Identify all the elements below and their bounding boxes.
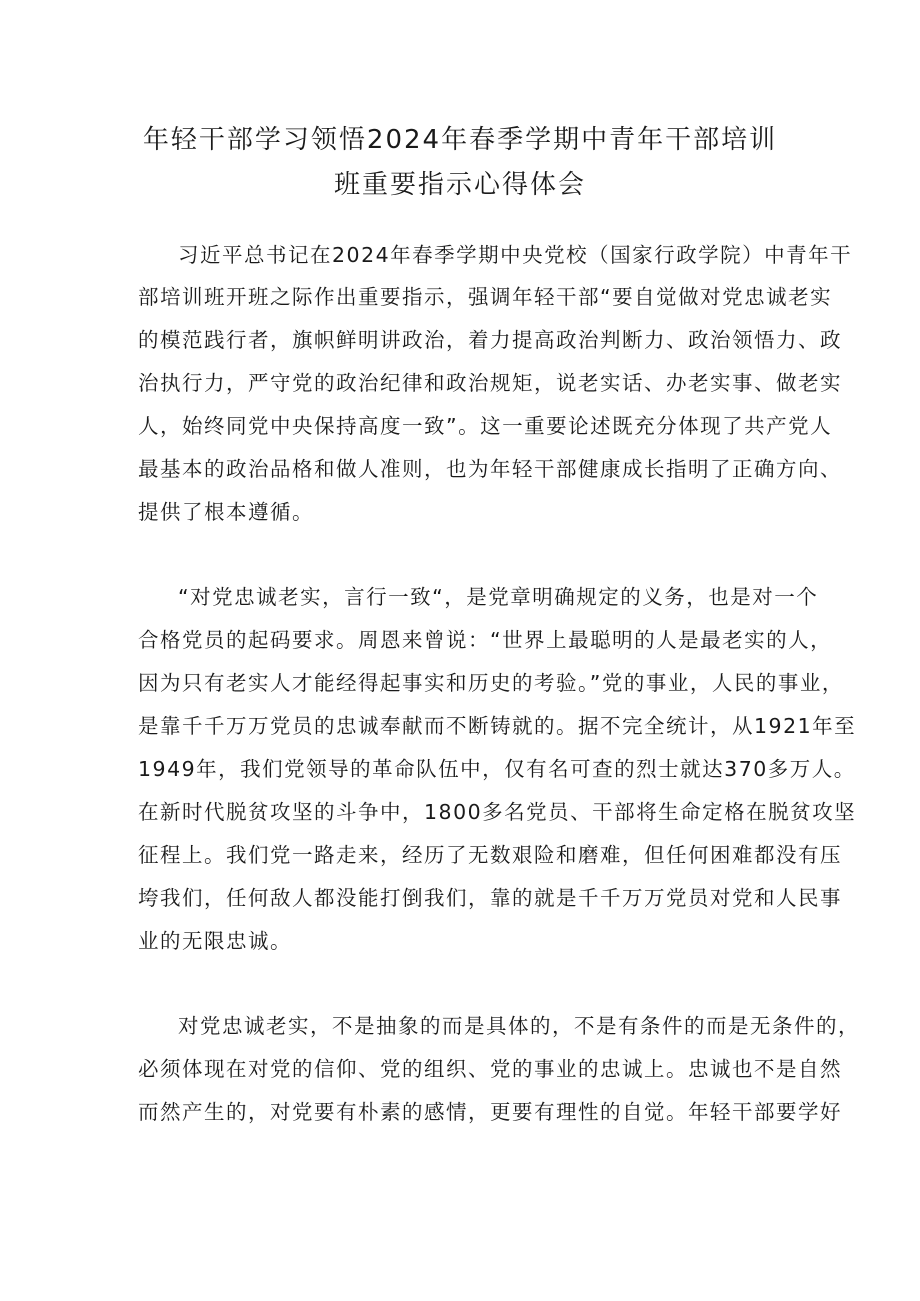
paragraph-line: 对党忠诚老实，不是抽象的而是具体的，不是有条件的而是无条件的， (178, 1014, 860, 1038)
paragraph-line: 而然产生的，对党要有朴素的感情，更要有理性的自觉。年轻干部要学好 (138, 1100, 842, 1124)
paragraph-line: 必须体现在对党的信仰、党的组织、党的事业的忠诚上。忠诚也不是自然 (138, 1057, 842, 1081)
paragraph-line: 垮我们，任何敌人都没能打倒我们，靠的就是千千万万党员对党和人民事 (138, 886, 842, 910)
paragraph-line: 业的无限忠诚。 (138, 929, 292, 953)
paragraph-line: “对党忠诚老实，言行一致“，是党章明确规定的义务，也是对一个 (178, 585, 819, 609)
paragraph-line: 部培训班开班之际作出重要指示，强调年轻干部“要自觉做对党忠诚老实 (138, 285, 833, 309)
paragraph-line: 人，始终同党中央保持高度一致”。这一重要论述既充分体现了共产党人 (138, 414, 833, 438)
paragraph-line: 是靠千千万万党员的忠诚奉献而不断铸就的。据不完全统计，从1921年至 (138, 714, 857, 738)
document-title-line-2: 班重要指示心得体会 (333, 170, 586, 200)
paragraph-line: 最基本的政治品格和做人准则，也为年轻干部健康成长指明了正确方向、 (138, 457, 842, 481)
paragraph-line: 在新时代脱贫攻坚的斗争中，1800多名党员、干部将生命定格在脱贫攻坚 (138, 800, 857, 824)
paragraph-line: 征程上。我们党一路走来，经历了无数艰险和磨难，但任何困难都没有压 (138, 843, 842, 867)
paragraph-line: 治执行力，严守党的政治纪律和政治规矩，说老实话、办老实事、做老实 (138, 371, 842, 395)
paragraph-line: 因为只有老实人才能经得起事实和历史的考验。”党的事业，人民的事业， (138, 671, 844, 695)
paragraph-line: 提供了根本遵循。 (138, 500, 314, 524)
paragraph-line: 合格党员的起码要求。周恩来曾说：“世界上最聪明的人是最老实的人， (138, 628, 833, 652)
paragraph-line: 的模范践行者，旗帜鲜明讲政治，着力提高政治判断力、政治领悟力、政 (138, 328, 842, 352)
paragraph-line: 1949年，我们党领导的革命队伍中，仅有名可查的烈士就达370多万人。 (138, 757, 856, 781)
paragraph-line: 习近平总书记在2024年春季学期中央党校（国家行政学院）中青年干 (178, 243, 853, 267)
document-title-line-1: 年轻干部学习领悟2024年春季学期中青年干部培训 (142, 125, 778, 155)
